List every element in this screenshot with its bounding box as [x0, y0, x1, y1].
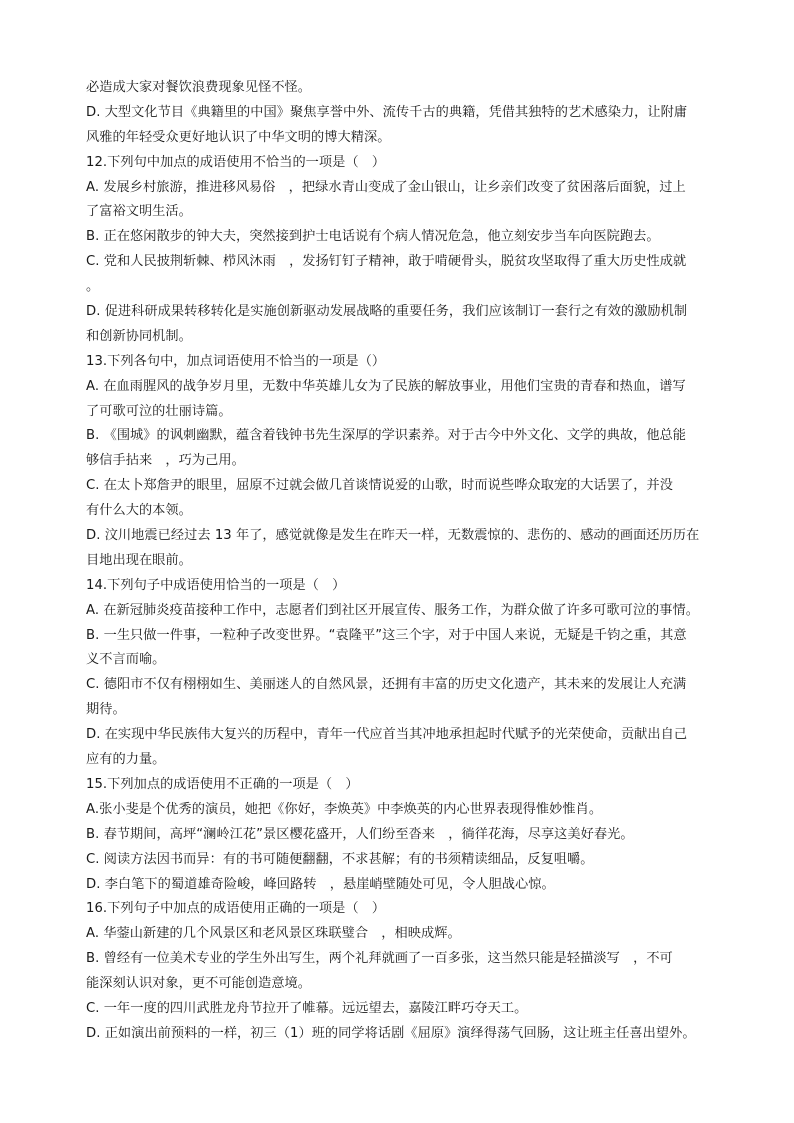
- text-line: 义不言而喻。: [86, 652, 166, 668]
- option-b-line: B. 春节期间，高坪“澜岭江花”景区樱花盛开，人们纷至沓来 ，徜徉花海，尽享这美好春光。: [86, 826, 634, 842]
- text-line: 必造成大家对餐饮浪费现象见怪不怪。: [86, 80, 312, 95]
- question-15-title: 15.下列加点的成语使用不正确的一项是（ ）: [86, 776, 359, 792]
- text-line: 能深刻认识对象，更不可能创造意境。: [86, 976, 312, 992]
- option-c-line: C. 党和人民披荆斩棘、栉风沐雨 ，发扬钉钉子精神，敢于啃硬骨头，脱贫攻坚取得了重大历史性成就: [86, 254, 687, 270]
- question-12-title: 12.下列句中加点的成语使用不恰当的一项是（ ）: [86, 154, 386, 170]
- text-line: 应有的力量。: [86, 752, 166, 768]
- option-a-line: A.张小斐是个优秀的演员，她把《你好，李焕英》中李焕英的内心世界表现得惟妙惟肖。: [86, 801, 603, 817]
- text-line: 够信手拈来 ，巧为己用。: [86, 453, 245, 469]
- question-13-title: 13.下列各句中，加点词语使用不恰当的一项是（）: [86, 353, 386, 369]
- question-text-body: [86, 76, 722, 1047]
- option-a-line: A. 华蓥山新建的几个风景区和老风景区珠联璧合 ，相映成辉。: [86, 926, 461, 942]
- text-line: 目地出现在眼前。: [86, 552, 192, 568]
- option-c-line: C. 在太卜郑詹尹的眼里，屈原不过就会做几首谈情说爱的山歌，时而说些哗众取宠的大话罢了，并没: [86, 478, 673, 494]
- text-line: 了可歌可泣的壮丽诗篇。: [86, 403, 232, 419]
- option-b-line: B. 正在悠闲散步的钟大夫，突然接到护士电话说有个病人情况危急，他立刻安步当车向医院跑去。: [86, 229, 660, 245]
- text-line: 和创新协同机制。: [86, 328, 192, 344]
- option-b-line: B. 《围城》的讽刺幽默，蕴含着钱钟书先生深厚的学识素养。对于古今中外文化、文学的典故，他总能: [86, 428, 687, 444]
- option-d-line: D. 正如演出前预料的一样，初三（1）班的同学将话剧《屈原》演绎得荡气回肠，这让班主任喜出望外。: [86, 1025, 696, 1041]
- question-16-title: 16.下列句子中加点的成语使用正确的一项是（ ）: [86, 901, 386, 917]
- text-line: 有什么大的本领。: [86, 503, 192, 519]
- question-14-title: 14.下列句子中成语使用恰当的一项是（ ）: [86, 577, 346, 593]
- option-c-line: C. 一年一度的四川武胜龙舟节拉开了帷幕。远远望去，嘉陵江畔巧夺天工。: [86, 1000, 528, 1016]
- option-a-line: A. 在新冠肺炎疫苗接种工作中，志愿者们到社区开展宣传、服务工作，为群众做了许多可歌可泣的事情。: [86, 602, 700, 618]
- text-line: 了富裕文明生活。: [86, 204, 192, 220]
- option-d-line: D. 促进科研成果转移转化是实施创新驱动发展战略的重要任务，我们应该制订一套行之有效的激励机制: [86, 304, 688, 320]
- option-d-line: D. 李白笔下的蜀道雄奇险峻，峰回路转 ，悬崖峭壁随处可见，令人胆战心惊。: [86, 876, 555, 892]
- option-c-line: C. 德阳市不仅有栩栩如生、美丽迷人的自然风景，还拥有丰富的历史文化遗产，其未来的发展让人充满: [86, 677, 687, 693]
- option-b-line: B. 一生只做一件事，一粒种子改变世界。“袁隆平”这三个字，对于中国人来说，无疑是千钧之重，其意: [86, 627, 687, 643]
- option-c-line: C. 阅读方法因书而异：有的书可随便翻翻，不求甚解；有的书须精读细品，反复咀嚼。: [86, 851, 594, 867]
- text-line: 风雅的年轻受众更好地认识了中华文明的博大精深。: [86, 129, 391, 145]
- option-d-line: D. 大型文化节目《典籍里的中国》聚焦享誉中外、流传千古的典籍，凭借其独特的艺术感染力，让附庸: [86, 104, 688, 120]
- option-d-line: D. 在实现中华民族伟大复兴的历程中，青年一代应首当其冲地承担起时代赋予的光荣使命，贡献出自己: [86, 727, 688, 743]
- option-a-line: A. 发展乡村旅游，推进移风易俗 ，把绿水青山变成了金山银山，让乡亲们改变了贫困落后面貌，过上: [86, 179, 686, 195]
- text-line: 。: [86, 279, 100, 295]
- option-d-line: D. 汶川地震已经过去 13 年了，感觉就像是发生在昨天一样，无数震惊的、悲伤的、感动的画面还历历在: [86, 528, 700, 544]
- text-line: 期待。: [86, 702, 126, 718]
- option-a-line: A. 在血雨腥风的战争岁月里，无数中华英雄儿女为了民族的解放事业，用他们宝贵的青春和热血，谱写: [86, 378, 686, 394]
- option-b-line: B. 曾经有一位美术专业的学生外出写生，两个礼拜就画了一百多张，这当然只能是轻描淡写 ，不可: [86, 951, 673, 967]
